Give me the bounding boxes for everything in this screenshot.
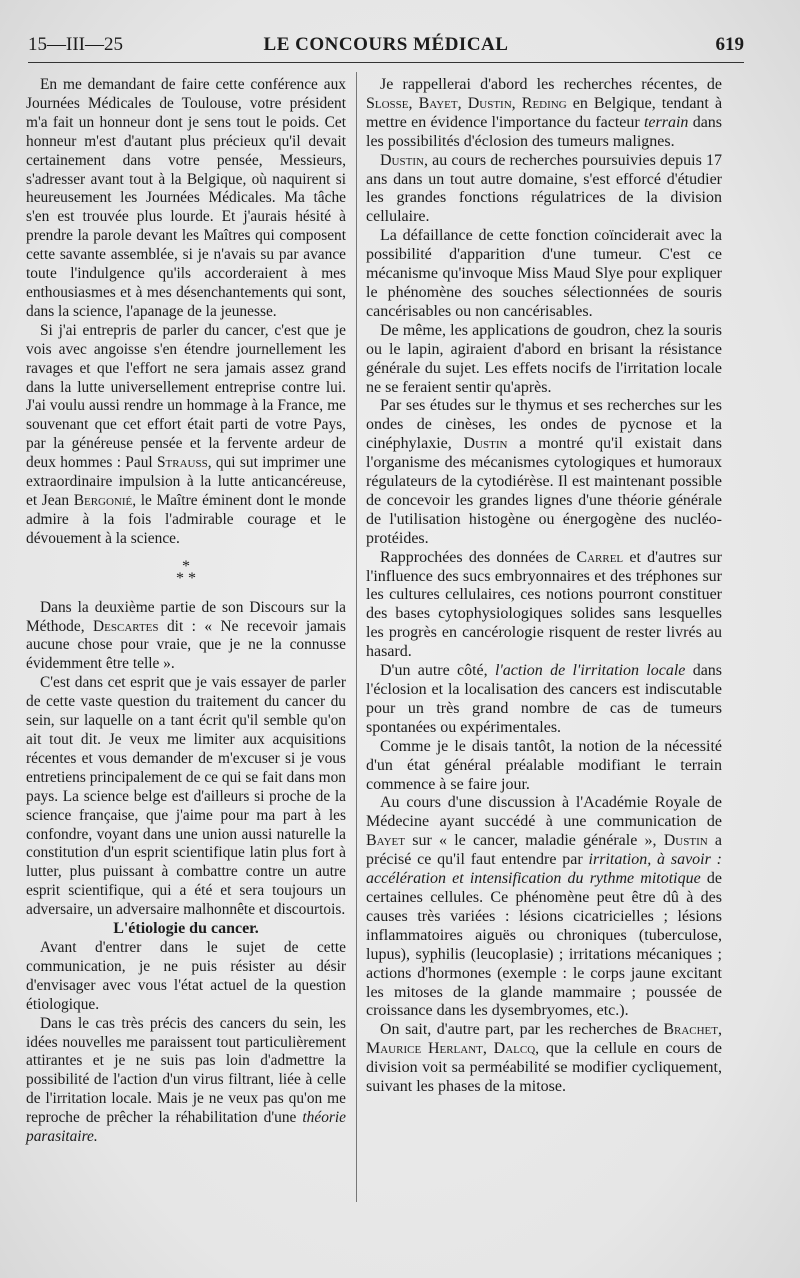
section-heading: L'étiologie du cancer.	[113, 920, 259, 938]
paragraph: Par ses études sur le thymus et ses recherches sur les ondes de cinèses, les ondes de pycnose et la cinéphylaxie, Dustin a montré qu'il existait dans l'organisme des mécanismes cytologiques et humoraux régulateurs de la cytodiérèse. Il est maintenant possible de concevoir les grandes lignes d'une théorie générale de l'utilisation histogène ou énergogène des nucléo-protéides.	[366, 397, 723, 547]
paragraph: Dans le cas très précis des cancers du sein, les idées nouvelles me paraissent tout particulièrement attirantes et je ne suis pas loin d'admettre la possibilité de l'action d'un virus filtrant, liée à celle de l'irritation locale. Mais je ne veux pas qu'on me reproche de prêcher la réhabilitation d'une théorie parasitaire.	[26, 1014, 346, 1146]
paragraph: C'est dans cet esprit que je vais essayer de parler de cette vaste question du traitement du cancer du sein, sur laquelle on a tant écrit qu'il semble qu'on ait tout dit. Je veux me limiter aux acquisitions récentes et vous demander de m'excuser si je vous entretiens principalement de ce qui se fait dans mon pays. La science belge est d'ailleurs si proche de la science française, que j'aime pour ma part à les confondre, voyant dans une union aussi naturelle la constitution d'un esprit scientifique latin plus fort à lutter, plus puissant à combattre contre un autre esprit scientifique, qui a été et sera toujours un adversaire, un adversaire malhonnête et discourtois.	[26, 674, 346, 919]
issue-date: 15—III—25	[28, 34, 123, 55]
paragraph: Avant d'entrer dans le sujet de cette communication, je ne puis résister au désir d'envisager avec vous l'état actuel de la question étiologique.	[26, 938, 346, 1013]
asterism: * * *	[176, 557, 196, 587]
column-divider	[356, 72, 357, 1202]
paragraph: Si j'ai entrepris de parler du cancer, c'est que je vois avec angoisse s'en étendre journellement les ravages et que l'effort ne sera jamais assez grand dans la lutte universellement entreprise contre lui. J'ai voulu aussi rendre un hommage à la France, me souvenant que cet effort était parti de votre Pays, par la généreuse pensée et la fervente ardeur de deux hommes : Paul Strauss, qui sut imprimer une extraordinaire impulsion à la lutte anticancéreuse, et Jean Bergonié, le Maître éminent dont le monde admire à la fois l'admirable courage et le dévouement à la science.	[26, 321, 346, 547]
paragraph: Je rappellerai d'abord les recherches récentes, de Slosse, Bayet, Dustin, Reding en Belgique, tendant à mettre en évidence l'importance du facteur terrain dans les possibilités d'éclosion des tumeurs malignes.	[366, 76, 723, 150]
paragraph: On sait, d'autre part, par les recherches de Brachet, Maurice Herlant, Dalcq, que la cellule en cours de division voit sa perméabilité se modifier cycliquement, suivant les phases de la mitose.	[366, 1021, 722, 1096]
journal-title: LE CONCOURS MÉDICAL	[263, 34, 509, 55]
paragraph: Rapprochées des données de Carrel et d'autres sur l'influence des sucs embryonnaires et des tréphones sur les cultures cellulaires, ces notions pourront constituer des bases cytophysiologiques solides sans lesquelles les progrès en cancérologie risquent de rester livrés au hasard.	[366, 548, 723, 661]
paragraph: De même, les applications de goudron, chez la souris ou le lapin, agiraient d'abord en brisant la résistance générale du sujet. Les effets nocifs de l'irritation locale ne se feraient sentir qu'après.	[366, 321, 722, 396]
paragraph: Au cours d'une discussion à l'Académie Royale de Médecine ayant succédé à une communication de Bayet sur « le cancer, maladie générale », Dustin a précisé ce qu'il faut entendre par irritation, à savoir : accélération et intensification du rythme mitotique de certaines cellules. Ce phénomène peut être dû à des causes très variées : lésions cicatricielles ; lésions inflammatoires aiguës ou chroniques (tuberculose, lupus), syphilis (leucoplasie) ; irritations mécaniques ; actions d'hormones (exemple : le corps jaune excitant les mitoses de la glande mammaire ; poussée de croissance dans les dysembryomes, etc.).	[366, 794, 723, 1020]
paragraph: Comme je le disais tantôt, la notion de la nécessité d'un état général préalable modifiant le terrain commence à se faire jour.	[366, 737, 722, 793]
paragraph: Dustin, au cours de recherches poursuivies depuis 17 ans dans un tout autre domaine, s'est efforcé d'étudier les grandes fonctions régulatrices de la division cellulaire.	[366, 151, 722, 226]
paragraph: Dans la deuxième partie de son Discours sur la Méthode, Descartes dit : « Ne recevoir jamais aucune chose pour vraie, que je ne la connusse évidemment être telle ».	[26, 598, 346, 673]
paragraph: En me demandant de faire cette conférence aux Journées Médicales de Toulouse, votre président m'a fait un honneur dont je sens tout le poids. Cet honneur m'est d'autant plus précieux qu'il devait certainement dans votre pensée, Messieurs, s'adresser avant tout à la Belgique, où naquirent si heureusement les Journées Médicales. Ma tâche s'en est trouvée plus lourde. Et j'aurais hésité à prendre la parole devant les Maîtres qui composent cette savante assemblée, si je n'avais su par avance toute l'indulgence qu'ils accorderaient à mes enthousiasmes et à mes désenchantements qui sont, dans la science, l'apanage de la jeunesse.	[26, 76, 346, 320]
running-header	[28, 30, 744, 60]
page-number: 619	[715, 34, 744, 55]
header-rule	[28, 62, 744, 63]
paragraph: D'un autre côté, l'action de l'irritation locale dans l'éclosion et la localisation des cancers est indiscutable pour un très grand nombre de cas de tumeurs spontanées ou expérimentales.	[366, 662, 723, 736]
right-column	[366, 76, 722, 1097]
left-column	[26, 76, 346, 1147]
paragraph: La défaillance de cette fonction coïnciderait avec la possibilité d'apparition d'une tumeur. C'est ce mécanisme qu'invoque Miss Maud Slye pour expliquer le phénomène des souches sélectionnées de souris cancérisables ou non cancérisables.	[366, 227, 722, 320]
